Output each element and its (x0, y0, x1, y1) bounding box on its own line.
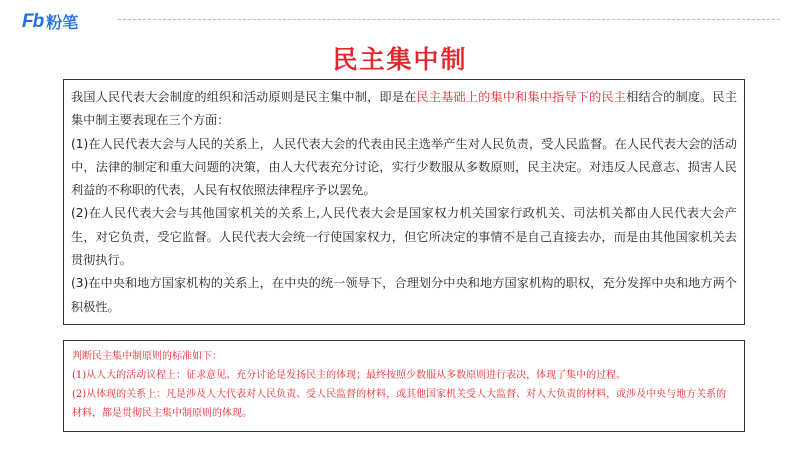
intro-paragraph (71, 86, 737, 133)
note-item-1: (1)从人大的活动议程上：征求意见、充分讨论是发扬民主的体现；最终按照少数服从多数原则进行表决，体现了集中的过程。 (72, 370, 627, 381)
point-3-paragraph: (3)在中央和地方国家机构的关系上，在中央的统一领导下，合理划分中央和地方国家机构的职权，充分发挥中央和地方两个积极性。 (71, 276, 737, 314)
brand-logo (22, 10, 78, 33)
point-1-paragraph: (1)在人民代表大会与人民的关系上，人民代表大会的代表由民主选举产生对人民负责，受人民监督。在人民代表大会的活动中，法律的制定和重大问题的决策，由人大代表充分讨论，实行少数服从多数原则，民主决定。对违反人民意志、损害人民利益的不称职的代表，人民有权依照法律程序予以罢免。 (71, 136, 737, 198)
note-heading: 判断民主集中制原则的标准如下： (72, 351, 222, 362)
intro-text-before: 我国人民代表大会制度的组织和活动原则是民主集中制，即是在 (71, 90, 417, 104)
header-divider (118, 19, 780, 21)
top-bar (0, 0, 800, 40)
page-title: 民主集中制 (332, 45, 468, 74)
intro-highlight: 民主基础上的集中和集中指导下的民主 (416, 90, 627, 104)
logo-mark-icon: Fb (22, 10, 44, 32)
point-2-paragraph: (2)在人民代表大会与其他国家机关的关系上,人民代表大会是国家权力机关国家行政机关、司法机关都由人民代表大会产生，对它负责，受它监督。人民代表大会统一行使国家权力，但它所决定的事情不是自己直接去办，而是由其他国家机关去贯彻执行。 (71, 206, 737, 268)
logo-text: 粉笔 (46, 13, 79, 32)
criteria-note-box (63, 340, 745, 432)
main-content-box (63, 79, 745, 325)
note-item-2: (2)从体现的关系上：凡是涉及人大代表对人民负责、受人民监督的材料，或其他国家机关受人大监督、对人大负责的材料，或涉及中央与地方关系的材料，都是贯彻民主集中制原则的体现。 (72, 389, 727, 419)
intro-text-after: 相结合的制度。民主集中制主要表现在三个方面： (71, 90, 738, 128)
